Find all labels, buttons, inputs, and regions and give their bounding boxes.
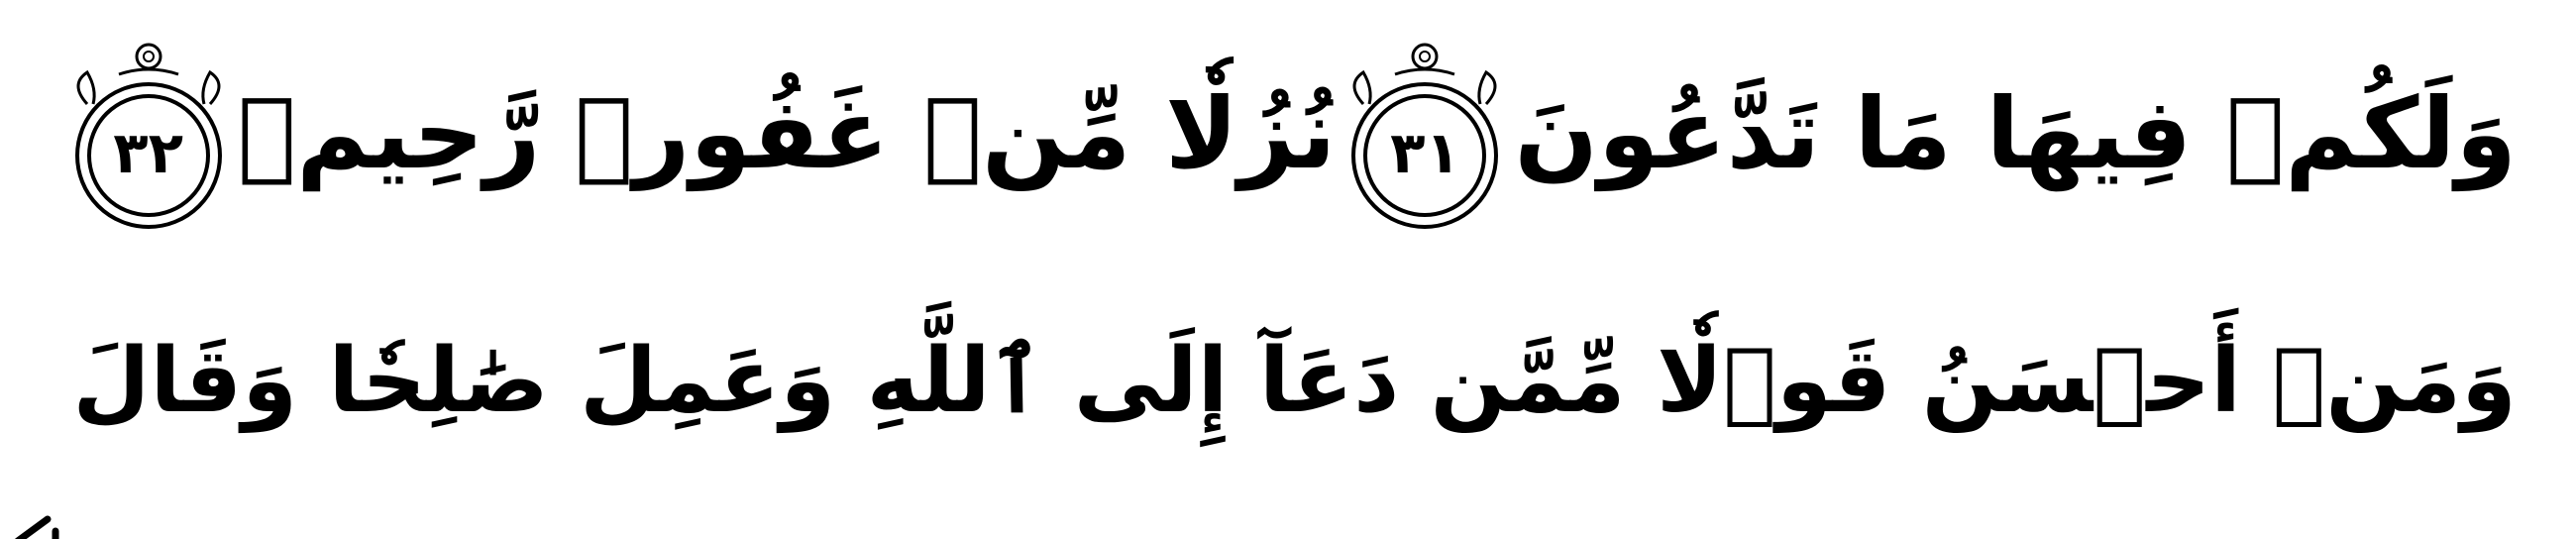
verse-31-text: وَلَكُمۡ فِيهَا مَا تَدَّعُونَ	[1514, 76, 2517, 191]
next-line-fragment	[8, 495, 77, 539]
ayah-number-32: ٣٢	[113, 119, 184, 186]
verse-33-text: وَمَنۡ أَحۡسَنُ قَوۡلٗا مِّمَّن دَعَآ إِلَى ٱللَّهِ وَعَمِلَ صَٰلِحٗا وَقَالَ	[72, 329, 2517, 433]
cropped-glyph-icon	[8, 501, 77, 539]
ayah-marker-32	[59, 35, 238, 233]
ayah-marker-31	[1336, 35, 1514, 233]
verse-line-1	[59, 20, 2517, 248]
verse-line-2	[59, 268, 2517, 495]
ayah-number-31: ٣١	[1390, 119, 1460, 186]
verse-32-text: نُزُلٗا مِّنۡ غَفُورٖ رَّحِيمٖ	[237, 76, 1337, 191]
